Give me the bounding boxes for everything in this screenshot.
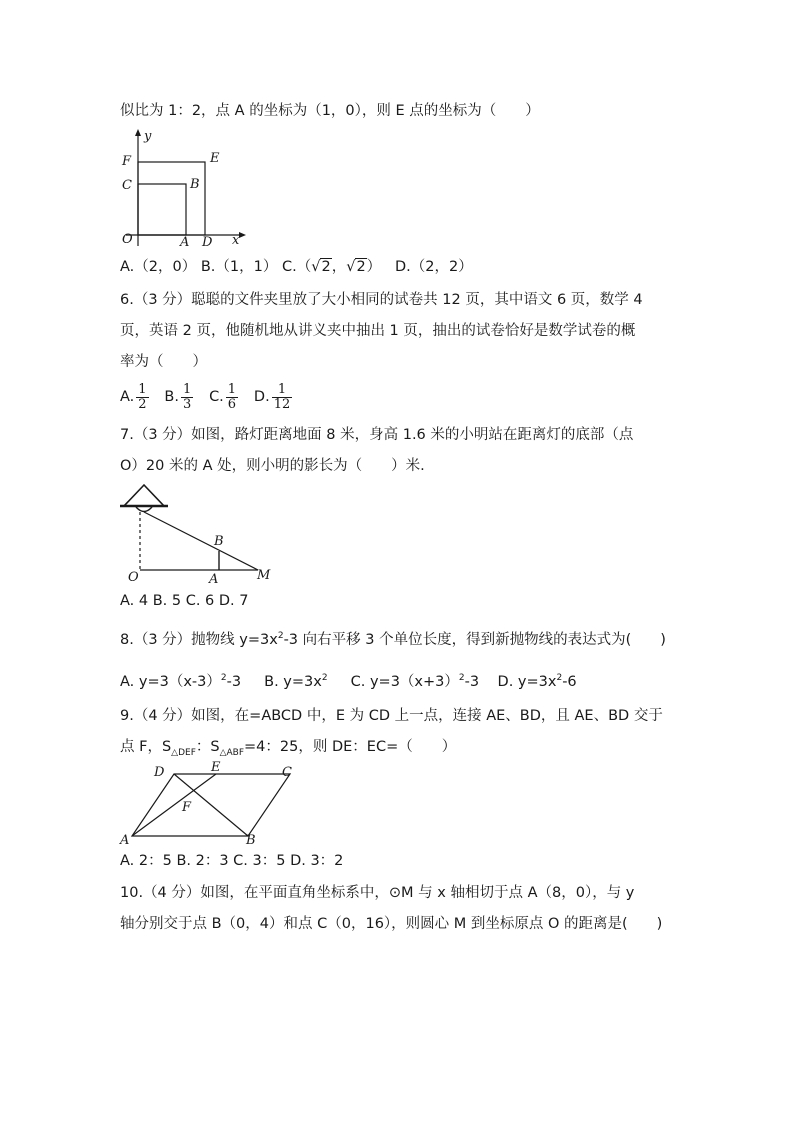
- point-a-label: A: [180, 235, 190, 250]
- q5-option-a[interactable]: A.（2，0）: [120, 259, 197, 275]
- q8-option-d[interactable]: D. $y=3x^2-6$: [497, 673, 577, 690]
- q8-text: 8.（3 分）抛物线 $y=3x^2-3$ 向右平移 3 个单位长度，得到新抛物线的表达式为( ): [120, 631, 666, 648]
- point-d-label: D: [202, 235, 213, 250]
- q5-option-b[interactable]: B.（1，1）: [200, 259, 278, 275]
- point-a-label: A: [120, 833, 130, 848]
- point-e-label: E: [210, 151, 220, 166]
- q6-option-b[interactable]: B. $\frac{1}{3}$: [164, 381, 192, 412]
- q6-line-3: 率为（ ）: [120, 354, 207, 370]
- point-o-label: O: [122, 232, 133, 247]
- q7-options: A. 4 B. 5 C. 6 D. 7: [120, 593, 249, 609]
- q5-option-d[interactable]: D.（2，2）: [395, 259, 473, 275]
- q9-options: A. 2：5 B. 2：3 C. 3：5 D. 3：2: [120, 853, 344, 869]
- point-c-label: C: [282, 765, 292, 780]
- q8-option-c[interactable]: C. $y=3(x+3)^2-3$: [350, 673, 480, 690]
- point-e-label: E: [211, 760, 221, 775]
- q8-option-b[interactable]: B. $y=3x^2$: [264, 673, 328, 690]
- q5-text: 似比为 1：2，点 A 的坐标为（1，0），则 E 点的坐标为（ ）: [120, 103, 540, 119]
- q8-options: [120, 668, 577, 692]
- q7-figure: [118, 482, 278, 586]
- point-m-label: M: [257, 568, 271, 583]
- q5-option-c[interactable]: C.（√2，√2）: [281, 259, 382, 275]
- q10-line-2: 轴分别交于点 B（0，4）和点 C（0，16），则圆心 M 到坐标原点 O 的距离是( ): [120, 916, 663, 932]
- point-b-label: B: [246, 833, 256, 848]
- point-f-label: F: [122, 154, 132, 169]
- q9-figure: [118, 760, 300, 848]
- axis-y-label: y: [144, 129, 152, 144]
- q8-option-a[interactable]: A. $y=3(x-3)^2-3$: [120, 673, 242, 690]
- q6-option-c[interactable]: C. $\frac{1}{6}$: [209, 381, 237, 412]
- point-o-label: O: [128, 570, 139, 585]
- q5-figure: [118, 128, 248, 250]
- point-c-label: C: [122, 178, 132, 193]
- q6-line-2: 页，英语 2 页，他随机地从讲义夹中抽出 1 页，抽出的试卷恰好是数学试卷的概: [120, 323, 636, 339]
- q7-line-1: 7.（3 分）如图，路灯距离地面 8 米，身高 1.6 米的小明站在距离灯的底部（点: [120, 427, 634, 443]
- q6-option-a[interactable]: A. $\frac{1}{2}$: [120, 381, 147, 412]
- q10-line-1: 10.（4 分）如图，在平面直角坐标系中，⊙M 与 x 轴相切于点 A（8，0），与 y: [120, 885, 635, 901]
- point-b-label: B: [190, 177, 200, 192]
- axis-x-label: x: [232, 233, 240, 248]
- q9-line-2: 点 F，$S_{\triangle DEF}$：$S_{\triangle ABF}=4$：25，则 DE：EC=（ ）: [120, 739, 457, 758]
- q6-line-1: 6.（3 分）聪聪的文件夹里放了大小相同的试卷共 12 页，其中语文 6 页，数学 4: [120, 292, 643, 308]
- q5-options: [120, 257, 473, 277]
- q7-line-2: O）20 米的 A 处，则小明的影长为（ ）米.: [120, 458, 425, 474]
- point-b-label: B: [214, 534, 224, 549]
- point-d-label: D: [154, 765, 165, 780]
- point-f-label: F: [182, 800, 192, 815]
- q6-option-d[interactable]: D. $\frac{1}{12}$: [253, 381, 291, 412]
- q6-options: [120, 382, 294, 412]
- point-a-label: A: [209, 572, 219, 586]
- q9-line-1: 9.（4 分）如图，在=ABCD 中，E 为 CD 上一点，连接 AE、BD，且 AE、BD 交于: [120, 708, 663, 724]
